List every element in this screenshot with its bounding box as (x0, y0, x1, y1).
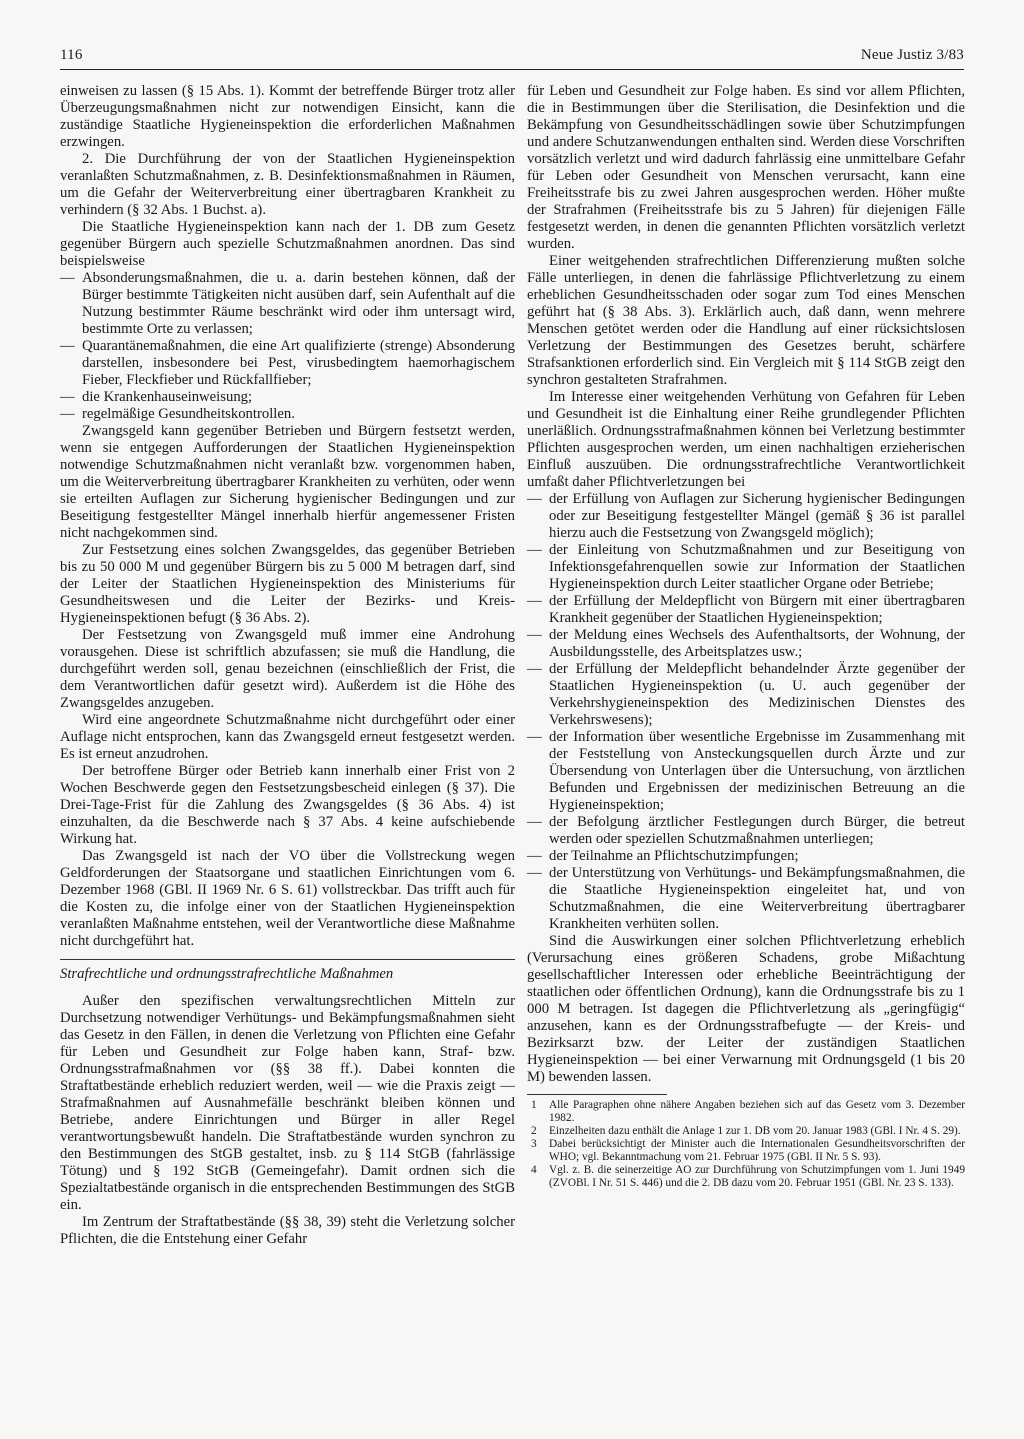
paragraph: Im Interesse einer weitgehenden Verhütung von Gefahren für Leben und Gesundheit ist die Einhaltung einer Reihe grundlegender Pflichten unerläßlich. Ordnungsstrafmaßnahmen können bei Verletzung bestimmter Pflichten ausgesprochen werden, um einen nachhaltigen erzieherischen Einfluß auszuüben. Die ordnungsstrafrechtliche Verantwortlichkeit umfaßt daher Pflichtverletzungen bei (527, 389, 965, 490)
paragraph: Die Staatliche Hygieneinspektion kann nach der 1. DB zum Gesetz gegenüber Bürgern auch spezielle Schutzmaßnahmen anordnen. Das sind beispielsweise (60, 219, 515, 269)
left-column (60, 83, 515, 1248)
list-item: — der Teilnahme an Pflichtschutzimpfungen; (527, 848, 965, 865)
paragraph: Im Zentrum der Straftatbestände (§§ 38, 39) steht die Verletzung solcher Pflichten, die die Entstehung einer Gefahr (60, 1214, 515, 1247)
list-item: — Quarantänemaßnahmen, die eine Art qualifizierte (strenge) Absonderung darstellen, insbesondere bei Pest, virusbedingtem haemorhagischem Fieber, Fleckfieber und Rückfallfieber; (60, 338, 515, 389)
list-item: — der Erfüllung von Auflagen zur Sicherung hygienischer Bedingungen oder zur Beseitigung festgestellter Mängel (gemäß § 36 ist parallel hierzu auch die Festsetzung von Zwangsgeld möglich); (527, 491, 965, 542)
header-rule (60, 69, 964, 70)
footnote-text: Dabei berücksichtigt der Minister auch die Internationalen Gesundheitsvorschriften der WHO; vgl. Bekanntmachung vom 21. Februar 1975 (GBl. II Nr. 5 S. 93). (549, 1138, 965, 1163)
list-item: — der Information über wesentliche Ergebnisse im Zusammenhang mit der Feststellung von Ansteckungsquellen durch Ärzte und zur Übersendung von Unterlagen über die Untersuchung, von ärztlichen Befunden und Ergebnissen der medizinischen Betreuung an die Hygieneinspektion; (527, 729, 965, 814)
paragraph: Der betroffene Bürger oder Betrieb kann innerhalb einer Frist von 2 Wochen Beschwerde gegen den Festsetzungsbescheid einlegen (§ 37). Die Drei-Tage-Frist für die Zahlung des Zwangsgeldes (§ 36 Abs. 4) ist einzuhalten, da die Beschwerde nach § 37 Abs. 4 keine aufschiebende Wirkung hat. (60, 763, 515, 847)
footnote-rule (527, 1094, 667, 1095)
list-item: — der Befolgung ärztlicher Festlegungen durch Bürger, die betreut werden oder speziellen Schutzmaßnahmen unterliegen; (527, 814, 965, 848)
paragraph: Außer den spezifischen verwaltungsrechtlichen Mitteln zur Durchsetzung notwendiger Verhütungs- und Bekämpfungsmaßnahmen sieht das Gesetz in den Fällen, in denen die Verletzung von Pflichten eine Gefahr für Leben und Gesundheit zur Folge haben kann, Straf- bzw. Ordnungsstrafmaßnahmen vor (§§ 38 ff.). Dabei konnten die Straftatbestände erheblich reduziert werden, weil — wie die Praxis zeigt — Strafmaßnahmen auf Ausnahmefälle beschränkt bleiben können und Betriebe, andere Einrichtungen und Bürger in aller Regel verantwortungsbewußt handeln. Die Straftatbestände wurden synchron zu den Bestimmungen des StGB gestaltet, insb. zu § 114 StGB (fahrlässige Tötung) und § 192 StGB (Gemeingefahr). Damit ordnen sich die Spezialtatbestände organisch in die entsprechenden Bestimmungen des StGB ein. (60, 993, 515, 1213)
paragraph: Zwangsgeld kann gegenüber Betrieben und Bürgern festsetzt werden, wenn sie entgegen Aufforderungen der Staatlichen Hygieneinspektion notwendige Schutzmaßnahmen nicht veranlaßt bzw. vorgenommen haben, um die Weiterverbreitung übertragbarer Krankheiten zu verhüten, oder wenn sie erteilten Auflagen zur Sicherung hygienischer Bedingungen und zur Beseitigung festgestellter Mängel innerhalb hierfür angemessener Fristen nicht nachgekommen sind. (60, 423, 515, 541)
violations-list (527, 491, 965, 933)
footnote (527, 1125, 965, 1138)
footnote (527, 1164, 965, 1190)
paragraph: Zur Festsetzung eines solchen Zwangsgeldes, das gegenüber Betrieben bis zu 50 000 M und gegenüber Bürgern bis zu 5 000 M betragen darf, sind der Leiter der Staatlichen Hygieneinspektion des Ministeriums für Gesundheitswesen und die Leiter der Bezirks- und Kreis-Hygieneinspektionen befugt (§ 36 Abs. 2). (60, 542, 515, 626)
list-item: — die Krankenhauseinweisung; (60, 389, 515, 406)
footnote (527, 1138, 965, 1164)
list-item: — der Erfüllung der Meldepflicht von Bürgern mit einer übertragbaren Krankheit gegenüber der Staatlichen Hygieneinspektion; (527, 593, 965, 627)
footnote-number: 2 (531, 1125, 537, 1137)
paragraph: 2. Die Durchführung der von der Staatlichen Hygieneinspektion veranlaßten Schutzmaßnahmen, z. B. Desinfektionsmaßnahmen in Räumen, um die Gefahr der Weiterverbreitung einer übertragbaren Krankheit zu verhindern (§ 32 Abs. 1 Buchst. a). (60, 151, 515, 218)
list-item: — der Einleitung von Schutzmaßnahmen und zur Beseitigung von Infektionsgefahrenquellen sowie zur Information der Staatlichen Hygieneinspektion durch Leiter staatlicher Organe oder Betriebe; (527, 542, 965, 593)
paragraph: Der Festsetzung von Zwangsgeld muß immer eine Androhung vorausgehen. Diese ist schriftlich abzufassen; sie muß die Handlung, die durchgeführt werden soll, genau bezeichnen (einschließlich der Frist, die dem Verantwortlichen dafür gesetzt wird). Außerdem ist die Höhe des Zwangsgeldes anzugeben. (60, 627, 515, 711)
footnote-text: Vgl. z. B. die seinerzeitige AO zur Durchführung von Schutzimpfungen vom 1. Juni 1949 (ZVOBl. I Nr. 51 S. 446) und die 2. DB dazu vom 20. Februar 1951 (GBl. Nr. 23 S. 133). (549, 1164, 965, 1189)
paragraph: Einer weitgehenden strafrechtlichen Differenzierung mußten solche Fälle unterliegen, in denen die fahrlässige Pflichtverletzung zu einem erheblichen Gesundheitsschaden oder sogar zum Tod eines Menschen geführt hat (§ 38 Abs. 3). Erklärlich auch, daß dann, wenn mehrere Menschen getötet werden oder die Handlung auf einer rücksichtslosen Verletzung der Bestimmungen des Gesetzes beruht, schärfere Strafsanktionen erforderlich sind. Ein Vergleich mit § 114 StGB zeigt den synchron gestalteten Strafrahmen. (527, 253, 965, 388)
journal-issue: Neue Justiz 3/83 (860, 47, 964, 63)
paragraph: für Leben und Gesundheit zur Folge haben. Es sind vor allem Pflichten, die in Bestimmungen über die Sterilisation, die Desinfektion und die Bekämpfung von Gesundheitsschädlingen sowie über Schutzimpfungen und andere Schutzanwendungen enthalten sind. Werden diese Vorschriften vorsätzlich verletzt und wird dadurch fahrlässig eine unmittelbare Gefahr für Leben oder Gesundheit von Menschen verursacht, kann eine Freiheitsstrafe bis zu zwei Jahren ausgesprochen werden. Höher mußte der Strafrahmen (Freiheitsstrafe bis zu 5 Jahren) für diejenigen Fälle festgesetzt werden, in denen die genannten Pflichten vorsätzlich verletzt wurden. (527, 83, 965, 252)
page-number: 116 (60, 47, 83, 63)
section-heading: Strafrechtliche und ordnungsstrafrechtliche Maßnahmen (60, 959, 515, 983)
footnote-number: 3 (531, 1138, 537, 1150)
list-item: — der Unterstützung von Verhütungs- und Bekämpfungsmaßnahmen, die die Staatliche Hygieneinspektion eingeleitet hat, und von Schutzmaßnahmen, die eine Weiterverbreitung übertragbarer Krankheiten verhüten sollen. (527, 865, 965, 933)
footnote-number: 1 (531, 1099, 537, 1111)
paragraph: einweisen zu lassen (§ 15 Abs. 1). Kommt der betreffende Bürger trotz aller Überzeugungsmaßnahmen nicht zur notwendigen Einsicht, kann die zuständige Staatliche Hygieneinspektion die erforderlichen Maßnahmen erzwingen. (60, 83, 515, 150)
footnote (527, 1099, 965, 1125)
list-item: — der Erfüllung der Meldepflicht behandelnder Ärzte gegenüber der Staatlichen Hygieneinspektion (u. U. auch gegenüber der Verkehrshygieneinspektion des Medizinischen Dienstes des Verkehrswesens); (527, 661, 965, 729)
measures-list (60, 270, 515, 423)
list-item: — der Meldung eines Wechsels des Aufenthaltsorts, der Wohnung, der Ausbildungsstelle, des Arbeitsplatzes usw.; (527, 627, 965, 661)
list-item: — regelmäßige Gesundheitskontrollen. (60, 406, 515, 423)
list-item: — Absonderungsmaßnahmen, die u. a. darin bestehen können, daß der Bürger bestimmte Tätigkeiten nicht ausüben darf, sein Aufenthalt auf die Nutzung bestimmter Räume beschränkt wird oder ihm untersagt wird, bestimmte Orte zu verlassen; (60, 270, 515, 338)
paragraph: Sind die Auswirkungen einer solchen Pflichtverletzung erheblich (Verursachung eines größeren Schadens, grobe Mißachtung gesellschaftlicher Interessen oder erhebliche Beeinträchtigung der staatlichen oder öffentlichen Ordnung), kann die Ordnungsstrafe bis zu 1 000 M betragen. Ist dagegen die Pflichtverletzung als „geringfügig“ anzusehen, kann es der Ordnungsstrafbefugte — der Kreis- und Bezirksarzt bzw. der Leiter der zuständigen Staatlichen Hygieneinspektion — bei einer Verwarnung mit Ordnungsgeld (1 bis 20 M) bewenden lassen. (527, 933, 965, 1085)
footnote-text: Einzelheiten dazu enthält die Anlage 1 zur 1. DB vom 20. Januar 1983 (GBl. I Nr. 4 S. 29). (549, 1125, 961, 1137)
paragraph: Wird eine angeordnete Schutzmaßnahme nicht durchgeführt oder einer Auflage nicht entsprochen, kann das Zwangsgeld erneut festgesetzt werden. Es ist erneut anzudrohen. (60, 712, 515, 762)
footnote-number: 4 (531, 1164, 537, 1176)
paragraph: Das Zwangsgeld ist nach der VO über die Vollstreckung wegen Geldforderungen der Staatsorgane und staatlichen Einrichtungen vom 6. Dezember 1968 (GBl. II 1969 Nr. 6 S. 61) vollstreckbar. Das trifft auch für die Kosten zu, die infolge einer von der Staatlichen Hygieneinspektion veranlaßten Maßnahme entstehen, weil der Verantwortliche diese Maßnahme nicht durchgeführt hat. (60, 848, 515, 949)
footnotes (527, 1099, 965, 1190)
footnote-text: Alle Paragraphen ohne nähere Angaben beziehen sich auf das Gesetz vom 3. Dezember 1982. (549, 1099, 965, 1124)
right-column (527, 83, 965, 1190)
